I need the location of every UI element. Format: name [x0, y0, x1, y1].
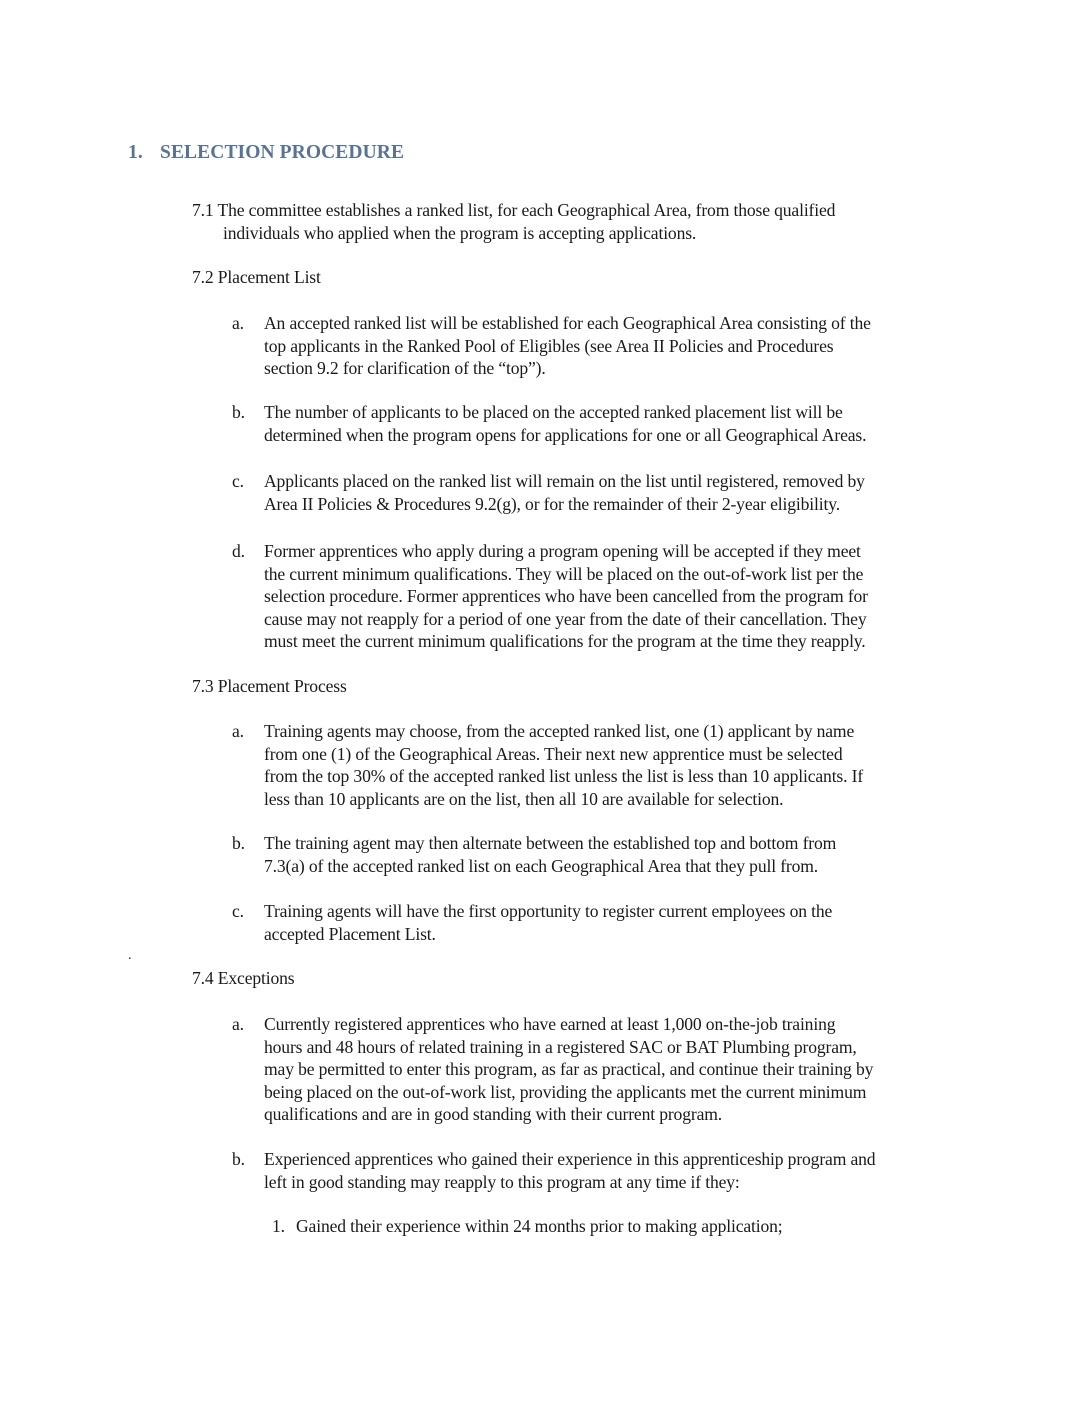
list-item-7-3-b	[232, 832, 836, 877]
item-label: c.	[232, 471, 244, 491]
section-title: SELECTION PROCEDURE	[160, 142, 405, 163]
text-line: Area II Policies & Procedures 9.2(g), or for the remainder of their 2-year eligibility.	[264, 493, 840, 514]
list-item-7-2-d	[232, 540, 868, 653]
list-item-7-3-c	[232, 900, 832, 945]
subsection-title-7-4: 7.4 Exceptions	[192, 968, 295, 988]
text-line: determined when the program opens for applications for one or all Geographical Areas.	[264, 424, 867, 445]
text-line: The training agent may then alternate between the established top and bottom from	[264, 833, 837, 853]
item-label: 1.	[272, 1216, 285, 1236]
item-label: b.	[232, 402, 245, 422]
text-line: left in good standing may reapply to this program at any time if they:	[264, 1171, 740, 1192]
text-line: cause may not reapply for a period of one year from the date of their cancellation. They	[264, 608, 867, 629]
text-line: The number of applicants to be placed on the accepted ranked placement list will be	[264, 402, 843, 422]
text-line: selection procedure. Former apprentices who have been cancelled from the program for	[264, 586, 868, 606]
text-line: Training agents may choose, from the accepted ranked list, one (1) applicant by name	[264, 721, 855, 741]
text-line: Experienced apprentices who gained their experience in this apprenticeship program and	[264, 1149, 876, 1169]
item-label: a.	[232, 313, 244, 333]
item-label: b.	[232, 833, 245, 853]
text-line: Former apprentices who apply during a program opening will be accepted if they meet	[264, 541, 861, 561]
subsection-title-7-3: 7.3 Placement Process	[192, 676, 347, 696]
stray-mark: .	[128, 948, 132, 963]
text-line: individuals who applied when the program is accepting applications.	[223, 222, 697, 243]
sub-list-item-1	[272, 1215, 783, 1238]
text-line: the current minimum qualifications. They will be placed on the out-of-work list per the	[264, 563, 864, 584]
list-item-7-2-b	[232, 401, 866, 446]
text-line: Training agents will have the first opportunity to register current employees on the	[264, 901, 833, 921]
text-line: 7.3(a) of the accepted ranked list on each Geographical Area that they pull from.	[264, 855, 819, 876]
section-number: 1.	[128, 142, 143, 163]
list-item-7-3-a	[232, 720, 863, 810]
text-line: qualifications and are in good standing with their current program.	[264, 1104, 723, 1124]
text-line: must meet the current minimum qualifications for the program at the time they reapply.	[264, 631, 866, 651]
text-line: Currently registered apprentices who have earned at least 1,000 on-the-job training	[264, 1014, 836, 1034]
text-line: from the top 30% of the accepted ranked list unless the list is less than 10 applicants. If	[264, 766, 864, 786]
text-line: being placed on the out-of-work list, providing the applicants met the current minimum	[264, 1081, 867, 1102]
text-line: from one (1) of the Geographical Areas. Their next new apprentice must be selected	[264, 743, 843, 764]
list-item-7-2-a	[232, 312, 871, 380]
text-line: top applicants in the Ranked Pool of Eligibles (see Area II Policies and Procedures	[264, 335, 834, 356]
text-line: Gained their experience within 24 months prior to making application;	[296, 1216, 783, 1236]
paragraph-7-1	[192, 199, 835, 244]
item-label: b.	[232, 1149, 245, 1169]
list-item-7-2-c	[232, 470, 865, 515]
subsection-title-7-2: 7.2 Placement List	[192, 267, 321, 287]
item-label: d.	[232, 541, 245, 561]
text-line: An accepted ranked list will be established for each Geographical Area consisting of the	[264, 313, 871, 333]
text-line: section 9.2 for clarification of the “top”).	[264, 358, 546, 378]
list-item-7-4-a	[232, 1013, 873, 1126]
text-line: hours and 48 hours of related training in a registered SAC or BAT Plumbing program,	[264, 1036, 857, 1057]
text-line: 7.1 The committee establishes a ranked list, for each Geographical Area, from those qualified	[192, 200, 836, 220]
item-label: c.	[232, 901, 244, 921]
text-line: Applicants placed on the ranked list will remain on the list until registered, removed by	[264, 471, 865, 491]
text-line: less than 10 applicants are on the list, then all 10 are available for selection.	[264, 788, 784, 809]
item-label: a.	[232, 1014, 244, 1034]
text-line: accepted Placement List.	[264, 923, 436, 944]
text-line: may be permitted to enter this program, as far as practical, and continue their training by	[264, 1059, 874, 1079]
item-label: a.	[232, 721, 244, 741]
section-heading	[128, 142, 404, 164]
list-item-7-4-b	[232, 1148, 875, 1193]
